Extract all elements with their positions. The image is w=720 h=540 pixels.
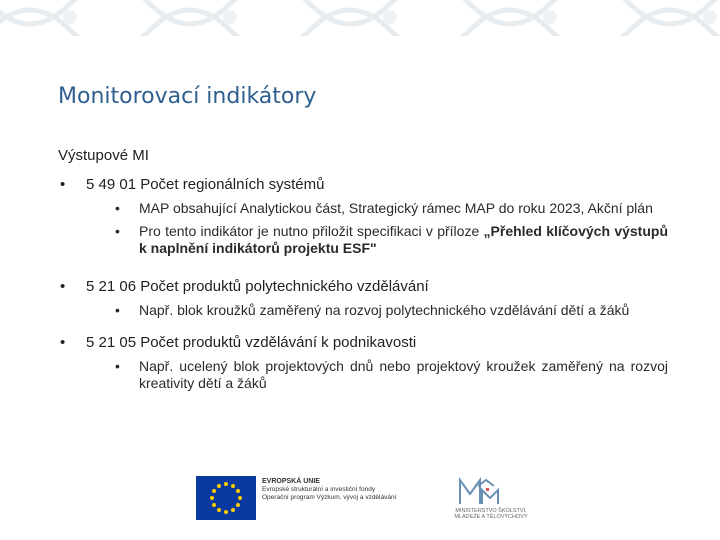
- slide-title: Monitorovací indikátory: [58, 84, 317, 109]
- bullet-text: 5 21 06 Počet produktů polytechnického vzdělávání: [86, 278, 429, 295]
- eu-head: EVROPSKÁ UNIE: [262, 478, 320, 485]
- bullet-icon: •: [60, 176, 66, 193]
- bullet-text: 5 21 05 Počet produktů vzdělávání k podnikavosti: [86, 334, 417, 351]
- eu-text: [262, 478, 432, 502]
- sub-bullet-item: [115, 358, 668, 392]
- list-item: [58, 333, 668, 392]
- sub-bullet-item: [115, 200, 668, 217]
- sub-bullet-strong-text: „Přehled klíčových výstupů k naplnění indikátorů projektu ESF": [139, 223, 668, 256]
- list-item: [58, 175, 668, 257]
- eu-line2: Operační program Výzkum, vývoj a vzdělávání: [262, 494, 397, 501]
- bullet-item: [58, 175, 668, 194]
- decorative-header-band: [0, 0, 720, 36]
- bullet-icon: •: [60, 278, 66, 295]
- intro-text: Výstupové MI: [58, 147, 149, 164]
- bullet-icon: •: [115, 223, 120, 239]
- sub-bullet-text: Např. blok kroužků zaměřený na rozvoj polytechnického vzdělávání dětí a žáků: [139, 302, 630, 318]
- list-item: [58, 277, 668, 319]
- sub-bullet-text: Pro tento indikátor je nutno přiložit specifikaci v příloze: [139, 223, 484, 239]
- header-pattern: [0, 0, 720, 36]
- msmt-label: MINISTERSTVO ŠKOLSTVÍ, MLÁDEŽE A TĚLOVÝCHOVY: [454, 508, 528, 520]
- eu-flag-icon: [196, 476, 256, 520]
- sub-bullet-item: [115, 302, 668, 319]
- bullet-item: [58, 333, 668, 352]
- bullet-icon: •: [60, 334, 66, 351]
- bullet-text: 5 49 01 Počet regionálních systémů: [86, 176, 325, 193]
- footer-logos: [196, 476, 536, 524]
- eu-line1: Evropské strukturální a investiční fondy: [262, 486, 376, 493]
- bullet-icon: •: [115, 358, 120, 374]
- sub-bullet-text: MAP obsahující Analytickou část, Strategický rámec MAP do roku 2023, Akční plán: [139, 200, 653, 216]
- sub-bullet-item: [115, 223, 668, 257]
- slide-content: [58, 146, 668, 406]
- msmt-logo: [446, 476, 536, 524]
- sub-bullet-text: Např. ucelený blok projektových dnů nebo projektový kroužek zaměřený na rozvoj kreativity dětí a žáků: [139, 358, 668, 391]
- msmt-logo-icon: [446, 476, 536, 508]
- bullet-item: [58, 277, 668, 296]
- bullet-icon: •: [115, 302, 120, 318]
- bullet-icon: •: [115, 200, 120, 216]
